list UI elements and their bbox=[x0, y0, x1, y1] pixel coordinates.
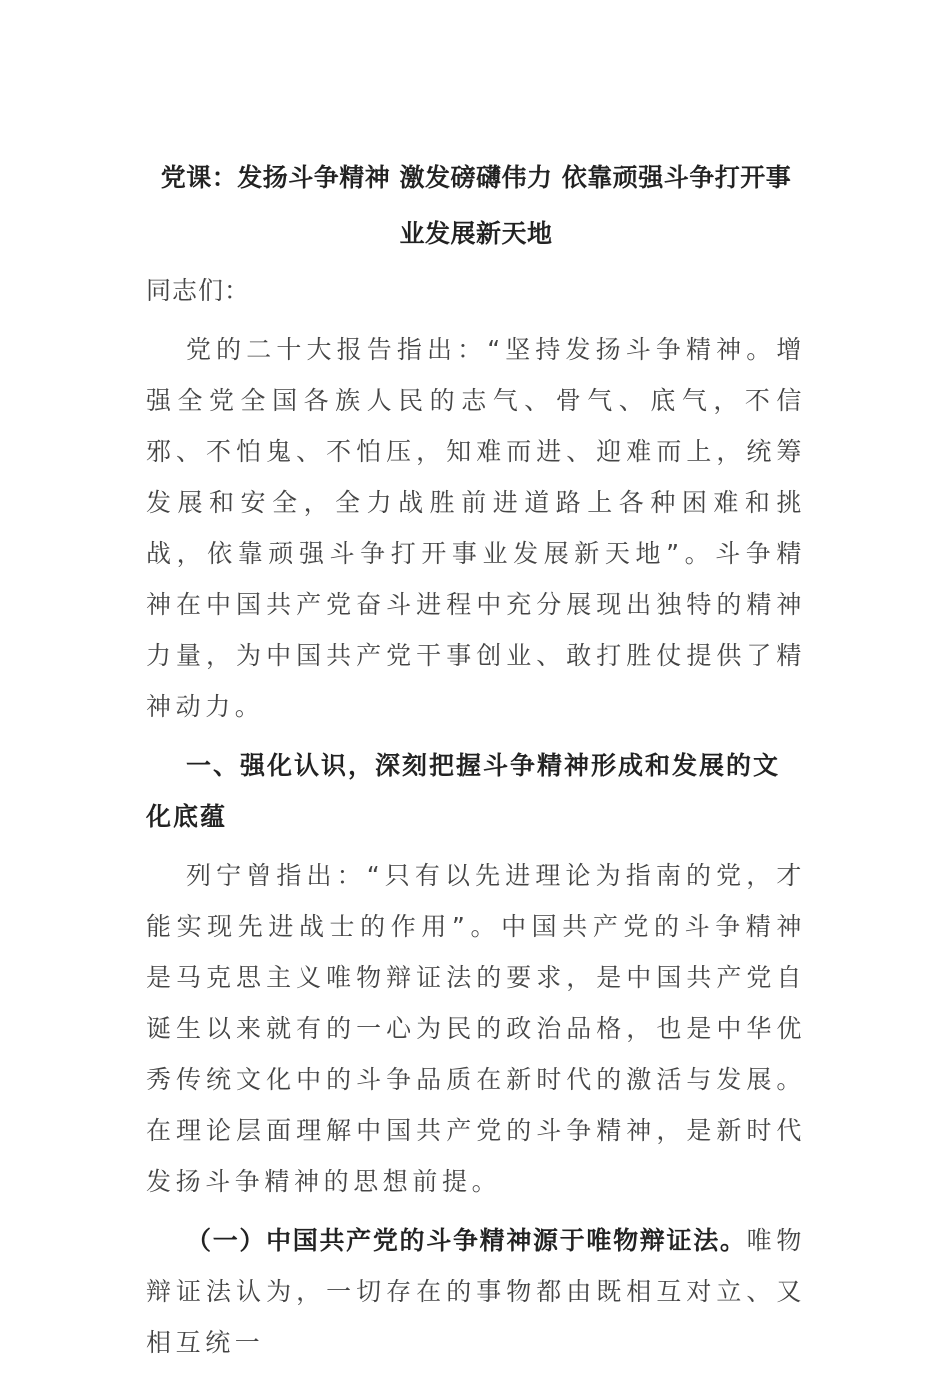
body-paragraph-3 bbox=[146, 1215, 806, 1368]
body-paragraph-2: 列宁曾指出：“只有以先进理论为指南的党，才能实现先进战士的作用”。中国共产党的斗争精神是马克思主义唯物辩证法的要求，是中国共产党自诞生以来就有的一心为民的政治品格，也是中华优秀传统文化中的斗争品质在新时代的激活与发展。在理论层面理解中国共产党的斗争精神，是新时代发扬斗争精神的思想前提。 bbox=[146, 861, 806, 1196]
title-line-1: 党课：发扬斗争精神 激发磅礴伟力 依靠顽强斗争打开事 bbox=[160, 163, 792, 192]
subsection-heading-1: （一）中国共产党的斗争精神源于唯物辩证法。 bbox=[186, 1226, 747, 1255]
body-paragraph-1: 党的二十大报告指出：“坚持发扬斗争精神。增强全党全国各族人民的志气、骨气、底气，不信邪、不怕鬼、不怕压，知难而进、迎难而上，统筹发展和安全，全力战胜前进道路上各种困难和挑战，依靠顽强斗争打开事业发展新天地”。斗争精神在中国共产党奋斗进程中充分展现出独特的精神力量，为中国共产党干事创业、敢打胜仗提供了精神动力。 bbox=[146, 335, 806, 721]
salutation: 同志们： bbox=[146, 276, 251, 305]
section-heading-1: 一、强化认识，深刻把握斗争精神形成和发展的文化底蕴 bbox=[146, 751, 781, 831]
body-paragraph-3-text: 唯物辩证法认为，一切存在的事物都由既相互对立、又相互统一 bbox=[146, 1226, 806, 1357]
document-title bbox=[146, 150, 806, 262]
title-line-2: 业发展新天地 bbox=[399, 219, 553, 248]
document-page bbox=[146, 150, 806, 1376]
